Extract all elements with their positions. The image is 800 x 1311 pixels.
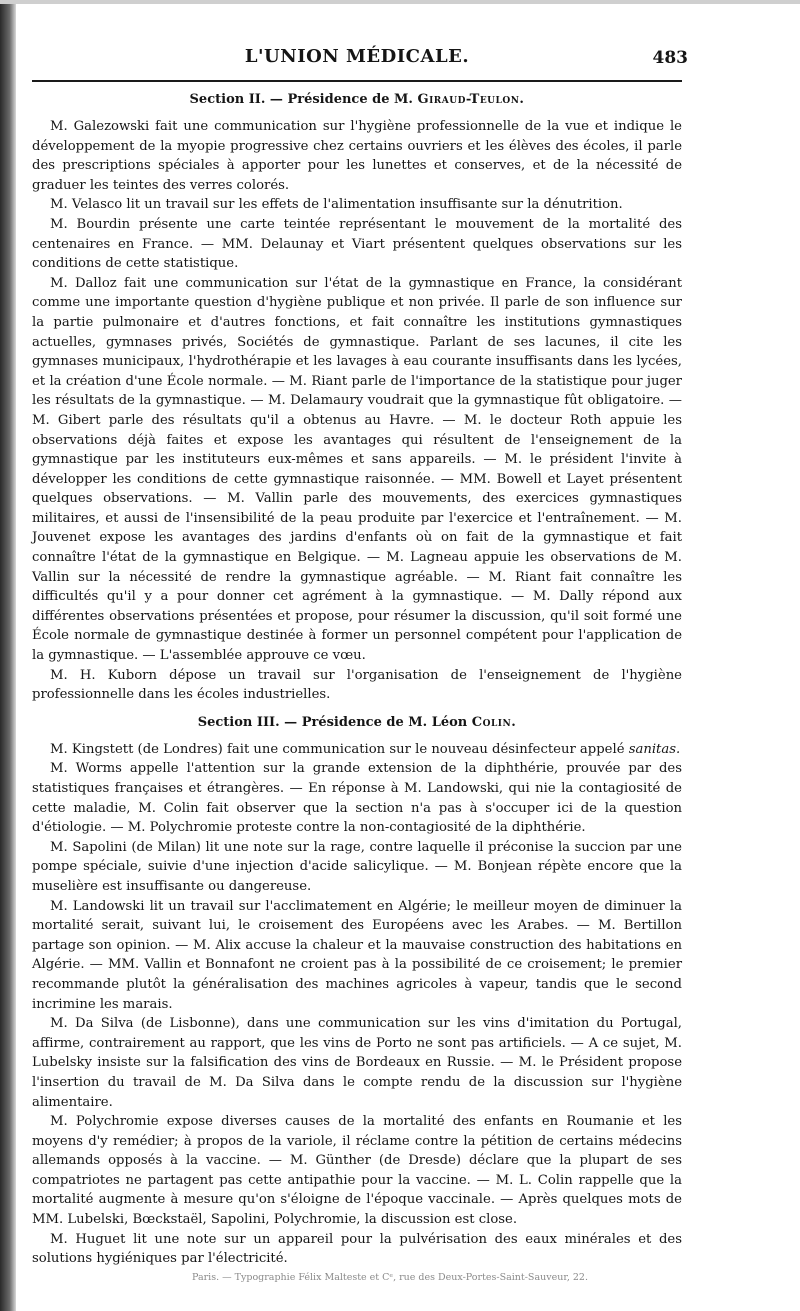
paragraph-velasco: M. Velasco lit un travail sur les effets de l'alimentation insuffisante sur la dénutrition. [50, 197, 623, 213]
scan-shadow-edge [0, 0, 16, 1311]
page-header [32, 40, 688, 82]
paragraph-da-silva: M. Da Silva (de Lisbonne), dans une communication sur les vins d'imitation du Portugal, affirme, contrairement au rapport, que les vins de Porto ne sont pas artificiels. — A ce sujet, M. Lubelsky insiste sur la falsification des vins de Bordeaux en Russie. — M. le Président propose l'insertion du travail de M. Da Silva dans le compte rendu de la discussion sur l'hygiène alimentaire. [32, 1016, 682, 1110]
paragraph-kuborn: M. H. Kuborn dépose un travail sur l'organisation de l'enseignement de l'hygiène professionnelle dans les écoles industrielles. [32, 667, 682, 703]
paragraph-galezowski: M. Galezowski fait une communication sur l'hygiène professionnelle de la vue et indique le développement de la myopie progressive chez certains ouvriers et les élèves des écoles, il parle des prescriptions spéciales à apporter pour les lunettes et conserves, et de la nécessité de graduer les teintes des verres colorés. [32, 119, 682, 193]
section-2-title-prefix: Section II. — Présidence de M. [189, 92, 413, 107]
section-2-title [32, 92, 682, 107]
kingstett-text: M. Kingstett (de Londres) fait une communication sur le nouveau désinfecteur appelé [50, 741, 625, 757]
section-3-title-prefix: Section III. — Présidence de M. Léon [197, 714, 468, 730]
paragraph-dalloz: M. Dalloz fait une communication sur l'état de la gymnastique en France, la considérant comme une importante question d'hygiène publique et non privée. Il parle de son influence sur la partie pulmonaire et d'autres fonctions, et fait connaître les institutions gymnastiques actuelles, gymnases privés, Sociétés de gymnastique. Parlant de ses lacunes, il cite les gymnases municipaux, l'hydrothérapie et les lavages à eau courante insuffisants dans les lycées, et la création d'une École normale. — M. Riant parle de l'importance de la statistique pour juger les résultats de la gymnastique. — M. Delamaury voudrait que la gymnastique fût obligatoire. — M. Gibert parle des résultats qu'il a obtenus au Havre. — M. le docteur Roth appuie les observations déjà faites et expose les avantages qui résultent de l'enseignement de la gymnastique par les instituteurs eux-mêmes et sans appareils. — M. le président l'invite à développer les conditions de cette gymnastique raisonnée. — MM. Bowell et Layet présentent quelques observations. — M. Vallin parle des mouvements, des exercices gymnastiques militaires, et aussi de l'insensibilité de la peau produite par l'exercice et l'entraînement. — M. Jouvenet expose les avantages des jardins d'enfants où on fait de la gymnastique et fait connaître l'état de la gymnastique en Belgique. — M. Lagneau appuie les observations de M. Vallin sur la nécessité de rendre la gymnastique agréable. — M. Riant fait connaître les difficultés qu'il y a pour donner cet agrément à la gymnastique. — M. Dally répond aux différentes observations présentées et propose, pour résumer la discussion, qu'il soit formé une École normale de gymnastique destinée à former un personnel compétent pour l'application de la gymnastique. — L'assemblée approuve ce vœu. [32, 275, 682, 664]
section-2-chair: Giraud-Teulon. [417, 92, 525, 107]
paragraph-bourdin: M. Bourdin présente une carte teintée représentant le mouvement de la mortalité des centenaires en France. — MM. Delaunay et Viart présentent quelques observations sur les conditions de cette statistique. [32, 216, 682, 272]
running-title: L'UNION MÉDICALE. [244, 46, 470, 67]
sanitas-term: sanitas. [628, 741, 681, 757]
scan-top-edge [0, 0, 800, 4]
paragraph-huguet: M. Huguet lit une note sur un appareil pour la pulvérisation des eaux minérales et des solutions hygiéniques par l'électricité. [32, 1231, 682, 1267]
printer-imprint: Paris. — Typographie Félix Malteste et Cᵉ, rue des Deux-Portes-Saint-Sauveur, 22. [192, 1272, 588, 1283]
paragraph-worms: M. Worms appelle l'attention sur la grande extension de la diphthérie, prouvée par des statistiques françaises et étrangères. — En réponse à M. Landowski, qui nie la contagiosité de cette maladie, M. Colin fait observer que la section n'a pas à s'occuper ici de la question d'étiologie. — M. Polychromie proteste contre la non-contagiosité de la diphthérie. [32, 761, 682, 836]
paragraph-polychromie: M. Polychromie expose diverses causes de la mortalité des enfants en Roumanie et les moyens d'y remédier; à propos de la variole, il réclame contre la pétition de certains médecins allemands opposés à la vaccine. — M. Günther (de Dresde) déclare que la plupart de ses compatriotes ne partagent pas cette antipathie pour la vaccine. — M. L. Colin rappelle que la mortalité augmente à mesure qu'on s'éloigne de l'époque vaccinale. — Après quelques mots de MM. Lubelski, Bœckstaël, Sapolini, Polychromie, la discussion est close. [32, 1114, 682, 1228]
section-3-chair: Colin. [471, 714, 517, 730]
page-number: 483 [652, 48, 688, 68]
paragraph-landowski: M. Landowski lit un travail sur l'acclimatement en Algérie; le meilleur moyen de diminuer la mortalité serait, suivant lui, le croisement des Européens avec les Arabes. — M. Bertillon partage son opinion. — M. Alix accuse la chaleur et la mauvaise construction des habitations en Algérie. — MM. Vallin et Bonnafont ne croient pas à la possibilité de ce croisement; le premier recommande plutôt la généralisation des machines agricoles à vapeur, tandis que le second incrimine les marais. [32, 898, 682, 1012]
journal-page [32, 40, 688, 1269]
paragraph-kingstett [32, 740, 682, 760]
paragraph-sapolini: M. Sapolini (de Milan) lit une note sur la rage, contre laquelle il préconise la succion par une pompe spéciale, suivie d'une injection d'acide salicylique. — M. Bonjean répète encore que la muselière est insuffisante ou dangereuse. [32, 839, 682, 894]
section-3-title [32, 715, 682, 730]
